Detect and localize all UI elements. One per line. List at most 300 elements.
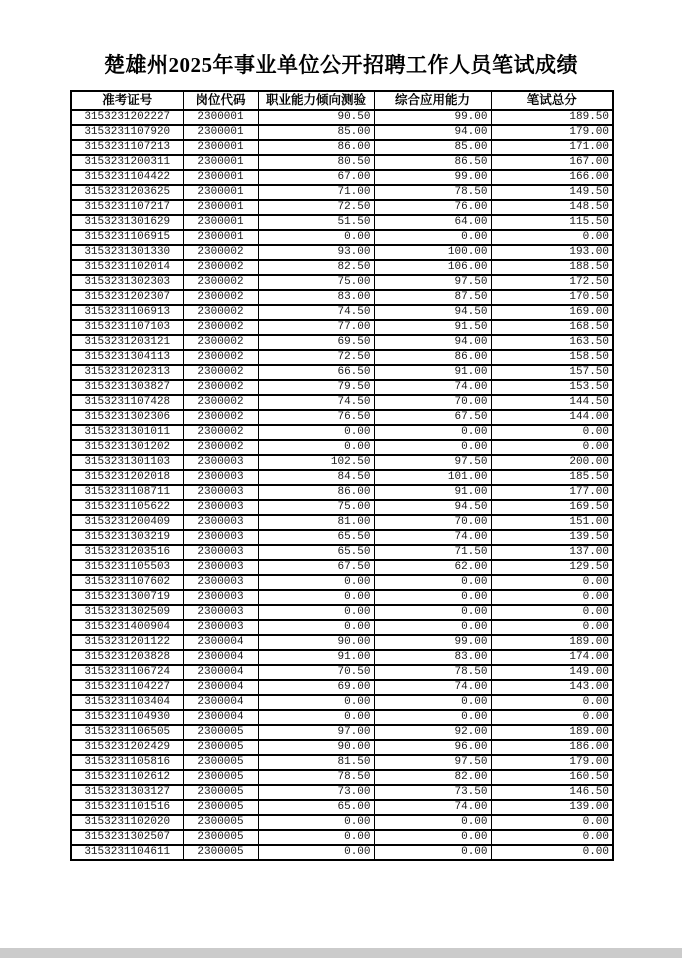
exam-number-cell: 3153231203828 [71, 650, 183, 665]
total-score-cell: 169.50 [491, 500, 613, 515]
position-code-cell: 2300004 [183, 650, 258, 665]
aptitude-score-cell: 74.50 [258, 305, 374, 320]
aptitude-score-cell: 84.50 [258, 470, 374, 485]
comprehensive-score-cell: 0.00 [374, 425, 491, 440]
comprehensive-score-cell: 78.50 [374, 185, 491, 200]
comprehensive-score-cell: 94.00 [374, 335, 491, 350]
total-score-cell: 185.50 [491, 470, 613, 485]
comprehensive-score-cell: 97.50 [374, 275, 491, 290]
comprehensive-score-cell: 96.00 [374, 740, 491, 755]
comprehensive-score-cell: 71.50 [374, 545, 491, 560]
comprehensive-score-cell: 106.00 [374, 260, 491, 275]
table-row [71, 455, 613, 470]
position-code-cell: 2300005 [183, 785, 258, 800]
table-row [71, 335, 613, 350]
table-row [71, 470, 613, 485]
exam-number-cell: 3153231302509 [71, 605, 183, 620]
table-row [71, 365, 613, 380]
exam-number-cell: 3153231400904 [71, 620, 183, 635]
comprehensive-score-cell: 87.50 [374, 290, 491, 305]
exam-number-cell: 3153231104930 [71, 710, 183, 725]
position-code-cell: 2300004 [183, 680, 258, 695]
position-code-cell: 2300002 [183, 275, 258, 290]
total-score-cell: 0.00 [491, 230, 613, 245]
comprehensive-score-cell: 94.50 [374, 500, 491, 515]
comprehensive-score-cell: 91.00 [374, 365, 491, 380]
total-score-cell: 151.00 [491, 515, 613, 530]
exam-number-cell: 3153231203625 [71, 185, 183, 200]
position-code-cell: 2300005 [183, 815, 258, 830]
aptitude-score-cell: 0.00 [258, 620, 374, 635]
exam-number-cell: 3153231301202 [71, 440, 183, 455]
total-score-cell: 129.50 [491, 560, 613, 575]
comprehensive-score-cell: 70.00 [374, 515, 491, 530]
position-code-cell: 2300002 [183, 365, 258, 380]
exam-number-cell: 3153231108711 [71, 485, 183, 500]
exam-number-cell: 3153231107920 [71, 125, 183, 140]
exam-number-cell: 3153231202429 [71, 740, 183, 755]
exam-number-cell: 3153231202018 [71, 470, 183, 485]
table-row [71, 275, 613, 290]
exam-number-cell: 3153231203516 [71, 545, 183, 560]
table-row [71, 830, 613, 845]
position-code-cell: 2300002 [183, 380, 258, 395]
comprehensive-score-cell: 0.00 [374, 440, 491, 455]
position-code-cell: 2300005 [183, 770, 258, 785]
position-code-cell: 2300002 [183, 350, 258, 365]
position-code-cell: 2300003 [183, 590, 258, 605]
total-score-cell: 170.50 [491, 290, 613, 305]
position-code-cell: 2300003 [183, 470, 258, 485]
position-code-cell: 2300004 [183, 695, 258, 710]
table-row [71, 605, 613, 620]
position-code-cell: 2300005 [183, 800, 258, 815]
comprehensive-score-cell: 99.00 [374, 110, 491, 125]
aptitude-score-cell: 70.50 [258, 665, 374, 680]
exam-number-cell: 3153231106505 [71, 725, 183, 740]
comprehensive-score-cell: 74.00 [374, 680, 491, 695]
exam-number-cell: 3153231107428 [71, 395, 183, 410]
table-row [71, 125, 613, 140]
aptitude-score-cell: 102.50 [258, 455, 374, 470]
exam-number-cell: 3153231105622 [71, 500, 183, 515]
total-score-cell: 157.50 [491, 365, 613, 380]
comprehensive-score-cell: 0.00 [374, 620, 491, 635]
table-row [71, 710, 613, 725]
position-code-cell: 2300003 [183, 560, 258, 575]
exam-number-cell: 3153231302303 [71, 275, 183, 290]
position-code-cell: 2300001 [183, 140, 258, 155]
position-code-cell: 2300001 [183, 215, 258, 230]
exam-number-cell: 3153231301103 [71, 455, 183, 470]
table-row [71, 140, 613, 155]
total-score-cell: 0.00 [491, 440, 613, 455]
exam-number-cell: 3153231301330 [71, 245, 183, 260]
total-score-cell: 137.00 [491, 545, 613, 560]
position-code-cell: 2300001 [183, 110, 258, 125]
exam-number-cell: 3153231202227 [71, 110, 183, 125]
aptitude-score-cell: 73.00 [258, 785, 374, 800]
total-score-cell: 174.00 [491, 650, 613, 665]
aptitude-score-cell: 93.00 [258, 245, 374, 260]
position-code-cell: 2300001 [183, 170, 258, 185]
table-row [71, 485, 613, 500]
exam-number-cell: 3153231105816 [71, 755, 183, 770]
exam-number-cell: 3153231106915 [71, 230, 183, 245]
position-code-cell: 2300002 [183, 440, 258, 455]
total-score-cell: 139.50 [491, 530, 613, 545]
exam-number-cell: 3153231102612 [71, 770, 183, 785]
position-code-cell: 2300002 [183, 320, 258, 335]
aptitude-score-cell: 0.00 [258, 575, 374, 590]
comprehensive-score-cell: 0.00 [374, 590, 491, 605]
total-score-cell: 172.50 [491, 275, 613, 290]
total-score-cell: 160.50 [491, 770, 613, 785]
aptitude-score-cell: 75.00 [258, 500, 374, 515]
table-row [71, 740, 613, 755]
aptitude-score-cell: 69.00 [258, 680, 374, 695]
comprehensive-score-cell: 101.00 [374, 470, 491, 485]
comprehensive-score-cell: 94.00 [374, 125, 491, 140]
position-code-cell: 2300005 [183, 725, 258, 740]
position-code-cell: 2300002 [183, 305, 258, 320]
comprehensive-score-cell: 76.00 [374, 200, 491, 215]
total-score-cell: 166.00 [491, 170, 613, 185]
total-score-cell: 0.00 [491, 815, 613, 830]
comprehensive-score-cell: 74.00 [374, 380, 491, 395]
table-row [71, 800, 613, 815]
exam-number-cell: 3153231301011 [71, 425, 183, 440]
total-score-cell: 193.00 [491, 245, 613, 260]
table-row [71, 635, 613, 650]
exam-number-cell: 3153231202313 [71, 365, 183, 380]
position-code-cell: 2300003 [183, 530, 258, 545]
comprehensive-score-cell: 91.50 [374, 320, 491, 335]
aptitude-score-cell: 0.00 [258, 590, 374, 605]
total-score-cell: 168.50 [491, 320, 613, 335]
total-score-cell: 167.00 [491, 155, 613, 170]
table-row [71, 725, 613, 740]
comprehensive-score-cell: 83.00 [374, 650, 491, 665]
total-score-cell: 149.50 [491, 185, 613, 200]
table-row [71, 215, 613, 230]
total-score-cell: 153.50 [491, 380, 613, 395]
table-row [71, 515, 613, 530]
exam-number-cell: 3153231105503 [71, 560, 183, 575]
exam-number-cell: 3153231202307 [71, 290, 183, 305]
exam-number-cell: 3153231107217 [71, 200, 183, 215]
aptitude-score-cell: 81.50 [258, 755, 374, 770]
aptitude-score-cell: 69.50 [258, 335, 374, 350]
aptitude-score-cell: 82.50 [258, 260, 374, 275]
position-code-cell: 2300003 [183, 500, 258, 515]
aptitude-score-cell: 67.50 [258, 560, 374, 575]
position-code-cell: 2300004 [183, 665, 258, 680]
position-code-cell: 2300004 [183, 710, 258, 725]
aptitude-score-cell: 0.00 [258, 440, 374, 455]
exam-number-cell: 3153231300719 [71, 590, 183, 605]
exam-number-cell: 3153231302306 [71, 410, 183, 425]
aptitude-score-cell: 79.50 [258, 380, 374, 395]
comprehensive-score-cell: 0.00 [374, 830, 491, 845]
aptitude-score-cell: 81.00 [258, 515, 374, 530]
comprehensive-score-cell: 0.00 [374, 815, 491, 830]
total-score-cell: 177.00 [491, 485, 613, 500]
position-code-cell: 2300005 [183, 740, 258, 755]
position-code-cell: 2300001 [183, 230, 258, 245]
score-table [70, 90, 614, 861]
comprehensive-score-cell: 92.00 [374, 725, 491, 740]
comprehensive-score-cell: 86.00 [374, 350, 491, 365]
total-score-cell: 0.00 [491, 620, 613, 635]
comprehensive-score-cell: 0.00 [374, 605, 491, 620]
total-score-cell: 0.00 [491, 425, 613, 440]
total-score-cell: 163.50 [491, 335, 613, 350]
total-score-cell: 139.00 [491, 800, 613, 815]
aptitude-score-cell: 0.00 [258, 230, 374, 245]
aptitude-score-cell: 91.00 [258, 650, 374, 665]
comprehensive-score-cell: 74.00 [374, 800, 491, 815]
position-code-cell: 2300002 [183, 290, 258, 305]
position-code-cell: 2300004 [183, 635, 258, 650]
position-code-cell: 2300003 [183, 515, 258, 530]
exam-number-cell: 3153231104611 [71, 845, 183, 860]
bottom-edge-bar [0, 948, 682, 958]
comprehensive-score-cell: 78.50 [374, 665, 491, 680]
position-code-cell: 2300001 [183, 125, 258, 140]
exam-number-cell: 3153231104422 [71, 170, 183, 185]
table-row [71, 575, 613, 590]
total-score-cell: 0.00 [491, 710, 613, 725]
comprehensive-score-cell: 82.00 [374, 770, 491, 785]
exam-number-cell: 3153231102020 [71, 815, 183, 830]
total-score-cell: 115.50 [491, 215, 613, 230]
position-code-cell: 2300002 [183, 335, 258, 350]
position-code-cell: 2300002 [183, 395, 258, 410]
column-header-2: 职业能力倾向测验 [258, 91, 374, 110]
table-row [71, 620, 613, 635]
comprehensive-score-cell: 91.00 [374, 485, 491, 500]
comprehensive-score-cell: 70.00 [374, 395, 491, 410]
table-row [71, 695, 613, 710]
table-row [71, 290, 613, 305]
aptitude-score-cell: 75.00 [258, 275, 374, 290]
table-row [71, 200, 613, 215]
comprehensive-score-cell: 0.00 [374, 575, 491, 590]
table-row [71, 260, 613, 275]
comprehensive-score-cell: 0.00 [374, 845, 491, 860]
column-header-1: 岗位代码 [183, 91, 258, 110]
comprehensive-score-cell: 64.00 [374, 215, 491, 230]
comprehensive-score-cell: 0.00 [374, 710, 491, 725]
aptitude-score-cell: 0.00 [258, 830, 374, 845]
table-body [71, 110, 613, 860]
aptitude-score-cell: 65.50 [258, 545, 374, 560]
position-code-cell: 2300003 [183, 455, 258, 470]
position-code-cell: 2300001 [183, 185, 258, 200]
table-row [71, 110, 613, 125]
table-row [71, 530, 613, 545]
aptitude-score-cell: 86.00 [258, 140, 374, 155]
position-code-cell: 2300005 [183, 830, 258, 845]
aptitude-score-cell: 72.50 [258, 200, 374, 215]
exam-number-cell: 3153231203121 [71, 335, 183, 350]
total-score-cell: 179.00 [491, 755, 613, 770]
comprehensive-score-cell: 99.00 [374, 170, 491, 185]
total-score-cell: 146.50 [491, 785, 613, 800]
total-score-cell: 171.00 [491, 140, 613, 155]
aptitude-score-cell: 80.50 [258, 155, 374, 170]
exam-number-cell: 3153231301629 [71, 215, 183, 230]
comprehensive-score-cell: 86.50 [374, 155, 491, 170]
exam-number-cell: 3153231107103 [71, 320, 183, 335]
table-row [71, 665, 613, 680]
table-row [71, 305, 613, 320]
comprehensive-score-cell: 100.00 [374, 245, 491, 260]
position-code-cell: 2300003 [183, 575, 258, 590]
aptitude-score-cell: 86.00 [258, 485, 374, 500]
aptitude-score-cell: 65.50 [258, 530, 374, 545]
aptitude-score-cell: 90.00 [258, 740, 374, 755]
aptitude-score-cell: 97.00 [258, 725, 374, 740]
total-score-cell: 149.00 [491, 665, 613, 680]
exam-number-cell: 3153231103404 [71, 695, 183, 710]
total-score-cell: 0.00 [491, 830, 613, 845]
comprehensive-score-cell: 73.50 [374, 785, 491, 800]
exam-number-cell: 3153231107213 [71, 140, 183, 155]
total-score-cell: 189.00 [491, 725, 613, 740]
comprehensive-score-cell: 0.00 [374, 695, 491, 710]
table-row [71, 680, 613, 695]
total-score-cell: 0.00 [491, 575, 613, 590]
position-code-cell: 2300002 [183, 425, 258, 440]
position-code-cell: 2300001 [183, 155, 258, 170]
table-row [71, 785, 613, 800]
total-score-cell: 169.00 [491, 305, 613, 320]
total-score-cell: 200.00 [491, 455, 613, 470]
column-header-0: 准考证号 [71, 91, 183, 110]
total-score-cell: 144.50 [491, 395, 613, 410]
table-row [71, 845, 613, 860]
table-row [71, 560, 613, 575]
table-row [71, 350, 613, 365]
total-score-cell: 189.50 [491, 110, 613, 125]
table-row [71, 440, 613, 455]
total-score-cell: 144.00 [491, 410, 613, 425]
table-row [71, 395, 613, 410]
exam-number-cell: 3153231106913 [71, 305, 183, 320]
aptitude-score-cell: 65.00 [258, 800, 374, 815]
aptitude-score-cell: 83.00 [258, 290, 374, 305]
table-row [71, 590, 613, 605]
aptitude-score-cell: 51.50 [258, 215, 374, 230]
exam-number-cell: 3153231302507 [71, 830, 183, 845]
total-score-cell: 186.00 [491, 740, 613, 755]
aptitude-score-cell: 0.00 [258, 695, 374, 710]
table-row [71, 425, 613, 440]
total-score-cell: 179.00 [491, 125, 613, 140]
position-code-cell: 2300001 [183, 200, 258, 215]
exam-number-cell: 3153231303219 [71, 530, 183, 545]
page-title: 楚雄州2025年事业单位公开招聘工作人员笔试成绩 [104, 53, 578, 77]
table-row [71, 155, 613, 170]
table-row [71, 770, 613, 785]
total-score-cell: 0.00 [491, 845, 613, 860]
table-row [71, 170, 613, 185]
table-header-row [71, 91, 613, 110]
total-score-cell: 0.00 [491, 605, 613, 620]
comprehensive-score-cell: 74.00 [374, 530, 491, 545]
table-row [71, 245, 613, 260]
exam-number-cell: 3153231200409 [71, 515, 183, 530]
total-score-cell: 189.00 [491, 635, 613, 650]
table-row [71, 815, 613, 830]
position-code-cell: 2300005 [183, 755, 258, 770]
total-score-cell: 148.50 [491, 200, 613, 215]
table-row [71, 185, 613, 200]
exam-number-cell: 3153231106724 [71, 665, 183, 680]
exam-number-cell: 3153231102014 [71, 260, 183, 275]
comprehensive-score-cell: 97.50 [374, 755, 491, 770]
column-header-3: 综合应用能力 [374, 91, 491, 110]
position-code-cell: 2300002 [183, 245, 258, 260]
aptitude-score-cell: 72.50 [258, 350, 374, 365]
exam-number-cell: 3153231200311 [71, 155, 183, 170]
aptitude-score-cell: 90.50 [258, 110, 374, 125]
table-row [71, 545, 613, 560]
aptitude-score-cell: 85.00 [258, 125, 374, 140]
total-score-cell: 143.00 [491, 680, 613, 695]
position-code-cell: 2300003 [183, 605, 258, 620]
exam-number-cell: 3153231104227 [71, 680, 183, 695]
aptitude-score-cell: 76.50 [258, 410, 374, 425]
comprehensive-score-cell: 97.50 [374, 455, 491, 470]
total-score-cell: 158.50 [491, 350, 613, 365]
comprehensive-score-cell: 0.00 [374, 230, 491, 245]
table-row [71, 755, 613, 770]
table-row [71, 320, 613, 335]
table-row [71, 500, 613, 515]
aptitude-score-cell: 0.00 [258, 425, 374, 440]
comprehensive-score-cell: 94.50 [374, 305, 491, 320]
table-header [71, 91, 613, 110]
table-row [71, 410, 613, 425]
aptitude-score-cell: 78.50 [258, 770, 374, 785]
exam-number-cell: 3153231304113 [71, 350, 183, 365]
exam-number-cell: 3153231101516 [71, 800, 183, 815]
total-score-cell: 0.00 [491, 695, 613, 710]
aptitude-score-cell: 0.00 [258, 845, 374, 860]
aptitude-score-cell: 0.00 [258, 815, 374, 830]
exam-number-cell: 3153231107602 [71, 575, 183, 590]
aptitude-score-cell: 0.00 [258, 710, 374, 725]
comprehensive-score-cell: 85.00 [374, 140, 491, 155]
total-score-cell: 0.00 [491, 590, 613, 605]
position-code-cell: 2300003 [183, 485, 258, 500]
table-row [71, 230, 613, 245]
aptitude-score-cell: 66.50 [258, 365, 374, 380]
position-code-cell: 2300003 [183, 545, 258, 560]
position-code-cell: 2300002 [183, 260, 258, 275]
aptitude-score-cell: 0.00 [258, 605, 374, 620]
total-score-cell: 188.50 [491, 260, 613, 275]
comprehensive-score-cell: 67.50 [374, 410, 491, 425]
exam-number-cell: 3153231201122 [71, 635, 183, 650]
comprehensive-score-cell: 62.00 [374, 560, 491, 575]
position-code-cell: 2300005 [183, 845, 258, 860]
aptitude-score-cell: 74.50 [258, 395, 374, 410]
aptitude-score-cell: 67.00 [258, 170, 374, 185]
